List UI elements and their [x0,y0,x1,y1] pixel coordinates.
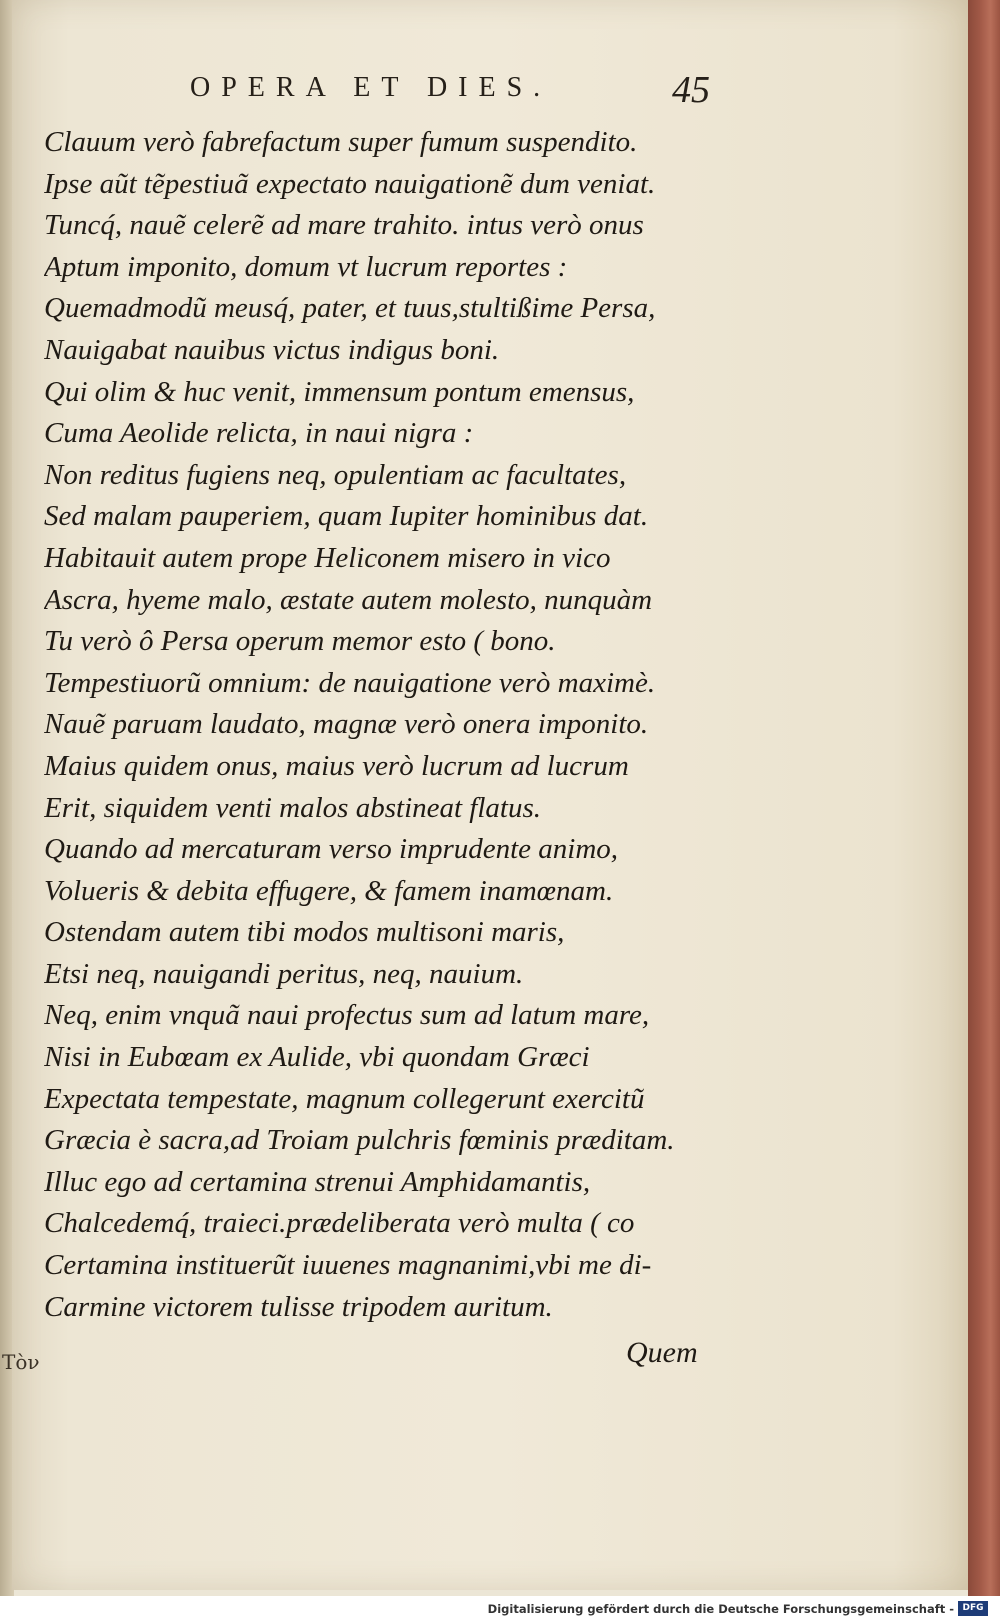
verse-line: Quemadmodũ meusq́, pater, et tuus,stultißime Persa, [44,292,656,325]
verse-line: Nauigabat nauibus victus indigus boni. [44,333,500,366]
running-head: OPERA ET DIES. [190,72,552,103]
verse-line: Habitauit autem prope Heliconem misero in vico [44,541,611,574]
verse-line: Ascra, hyeme malo, æstate autem molesto, nunquàm [44,583,653,616]
digitization-credit: Digitalisierung gefördert durch die Deutsche Forschungsgemeinschaft - [487,1602,954,1616]
verse-line: Tempestiuorũ omnium: de nauigatione verò maximè. [44,666,656,699]
verse-line: Sed malam pauperiem, quam Iupiter hominibus dat. [44,500,649,533]
verse-line: Aptum imponito, domum vt lucrum reportes : [44,250,568,283]
verse-line: Etsi neq, nauigandi peritus, neq, nauium. [44,957,524,990]
dfg-logo-icon: DFG [958,1601,988,1616]
verse-line: Clauum verò fabrefactum super fumum suspendito. [44,126,638,158]
verse-line: Qui olim & huc venit, immensum pontum emensus, [44,375,635,408]
verse-line: Neq, enim vnquã naui profectus sum ad latum mare, [44,999,650,1032]
verse-line: Chalcedemq́, traieci.prædeliberata verò multa ( co [44,1207,635,1240]
verse-text [44,122,734,1328]
verse-line: Erit, siquidem venti malos abstineat flatus. [44,791,542,824]
page-number: 45 [672,69,710,111]
verse-line: Nauẽ paruam laudato, magnæ verò onera imponito. [44,708,649,741]
verse-line: Ostendam autem tibi modos multisoni maris, [44,916,565,949]
verse-line: Quando ad mercaturam verso imprudente animo, [44,833,619,866]
verse-line: Græcia è sacra,ad Troiam pulchris fœminis præditam. [44,1124,675,1157]
margin-note: Τὸν [2,1350,40,1374]
catchword: Quem [626,1336,698,1369]
verse-line: Maius quidem onus, maius verò lucrum ad lucrum [44,749,629,782]
verse-line: Ipse aũt tẽpestiuã expectato nauigationẽ dum veniat. [44,167,656,200]
verse-line: Volueris & debita effugere, & famem inamœnam. [44,874,614,907]
verse-line: Carmine victorem tulisse tripodem auritum. [44,1290,553,1323]
book-cover-edge [968,0,1000,1596]
verse-line: Tu verò ô Persa operum memor esto ( bono. [44,625,556,658]
verse-line: Expectata tempestate, magnum collegerunt exercitũ [44,1082,645,1115]
verse-line: Illuc ego ad certamina strenui Amphidamantis, [44,1165,591,1198]
verse-line: Cuma Aeolide relicta, in naui nigra : [44,417,474,450]
verse-line: Non reditus fugiens neq, opulentiam ac facultates, [44,458,627,491]
verse-line: Nisi in Eubœam ex Aulide, vbi quondam Græci [44,1041,590,1074]
verse-line: Tuncq́, nauẽ celerẽ ad mare trahito. intus verò onus [44,209,644,242]
verse-line: Certamina instituerũt iuuenes magnanimi,vbi me di- [44,1249,652,1282]
